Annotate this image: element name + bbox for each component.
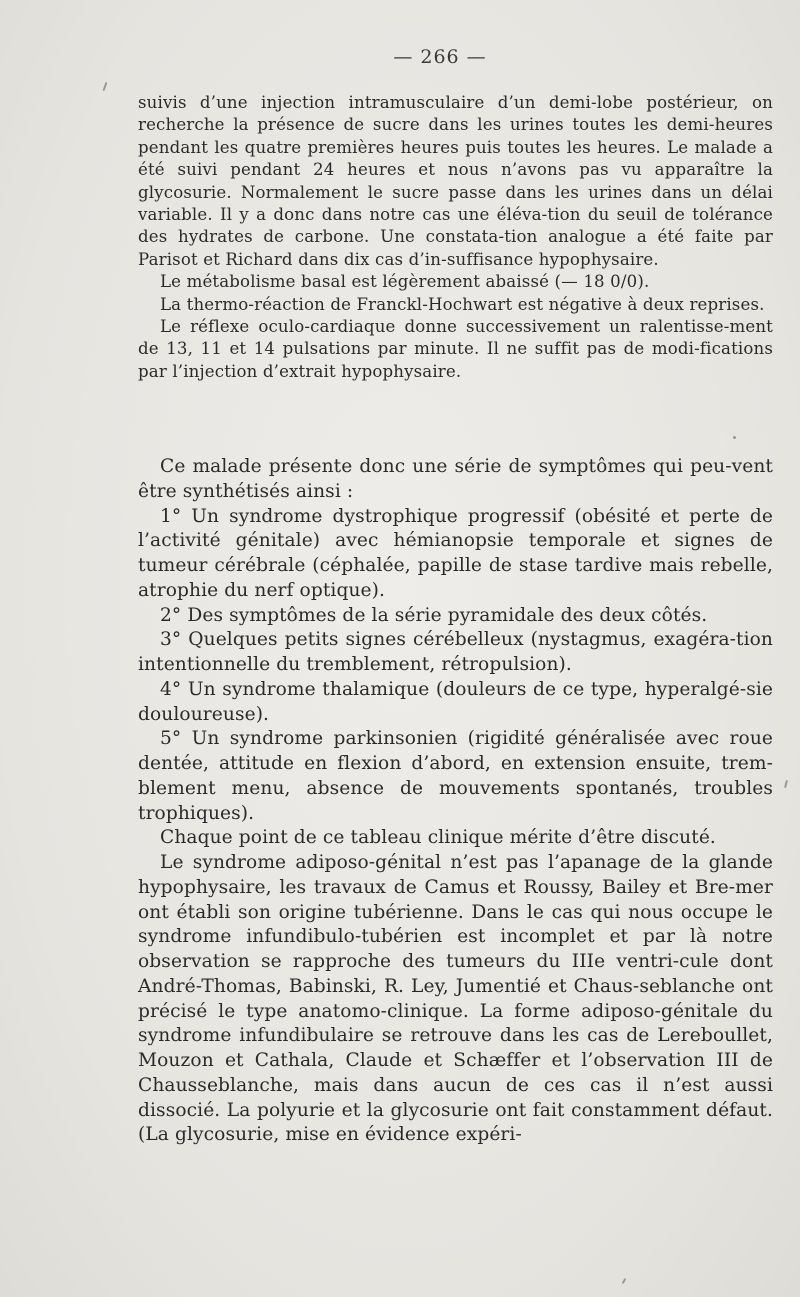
paragraph: Le réflexe oculo-cardiaque donne successivement un ralentisse-ment de 13, 11 et 14 pulsations par minute. Il ne suffit pas de modi-fications par l’injection d’extrait hypophysaire. <box>138 317 773 381</box>
paragraph: 4° Un syndrome thalamique (douleurs de ce type, hyperalgé-sie douloureuse). <box>138 678 773 725</box>
paragraph: La thermo-réaction de Franckl-Hochwart est négative à deux reprises. <box>160 294 765 314</box>
paper-speck <box>103 82 108 91</box>
paragraph: Le syndrome adiposo-génital n’est pas l’apanage de la glande hypophysaire, les travaux de Camus et Roussy, Bailey et Bre-mer ont établi son origine tubérienne. Dans le cas qui nous occupe le syndrome infundibulo-tubérien est incomplet et par là notre observation se rapproche des tumeurs du IIIe ventri-cule dont André-Thomas, Babinski, R. Ley, Jumentié et Chaus-seblanche ont précisé le type anatomo-clinique. La forme adiposo-génitale du syndrome infundibulaire se retrouve dans les cas de Lereboullet, Mouzon et Cathala, Claude et Schæffer et l’observation III de Chausseblanche, mais dans aucun de ces cas il n’est aussi dissocié. La polyurie et la glycosurie ont fait constamment défaut. (La glycosurie, mise en évidence expéri- <box>138 852 773 1146</box>
paper-speck <box>733 436 736 439</box>
paragraph: 1° Un syndrome dystrophique progressif (obésité et perte de l’activité génitale) avec hémianopsie temporale et signes de tumeur cérébrale (céphalée, papille de stase tardive mais rebelle, atrophie du nerf optique). <box>138 505 773 601</box>
paragraph: 3° Quelques petits signes cérébelleux (nystagmus, exagéra-tion intentionnelle du tremblement, rétropulsion). <box>138 629 773 675</box>
paper-speck <box>784 780 788 788</box>
paper-speck <box>622 1278 627 1284</box>
paragraph: Ce malade présente donc une série de symptômes qui peu-vent être synthétisés ainsi : <box>138 456 773 502</box>
text-block-synthesis <box>138 455 773 1148</box>
paragraph: Le métabolisme basal est légèrement abaissé (— 18 0/0). <box>160 272 650 292</box>
paragraph: 5° Un syndrome parkinsonien (rigidité généralisée avec roue dentée, attitude en flexion d’abord, en extension ensuite, trem-blement menu, absence de mouvements spontanés, troubles trophiques). <box>138 728 773 824</box>
paragraph: Chaque point de ce tableau clinique mérite d’être discuté. <box>160 827 716 849</box>
page-number: — 266 — <box>393 46 487 68</box>
text-block-lab-results <box>138 92 773 383</box>
paragraph: 2° Des symptômes de la série pyramidale des deux côtés. <box>160 604 708 626</box>
paragraph: suivis d’une injection intramusculaire d’un demi-lobe postérieur, on recherche la présence de sucre dans les urines toutes les demi-heures pendant les quatre premières heures puis toutes les heures. Le malade a été suivi pendant 24 heures et nous n’avons pas vu apparaître la glycosurie. Normalement le sucre passe dans les urines dans un délai variable. Il y a donc dans notre cas une éléva-tion du seuil de tolérance des hydrates de carbone. Une constata-tion analogue a été faite par Parisot et Richard dans dix cas d’in-suffisance hypophysaire. <box>138 93 773 269</box>
